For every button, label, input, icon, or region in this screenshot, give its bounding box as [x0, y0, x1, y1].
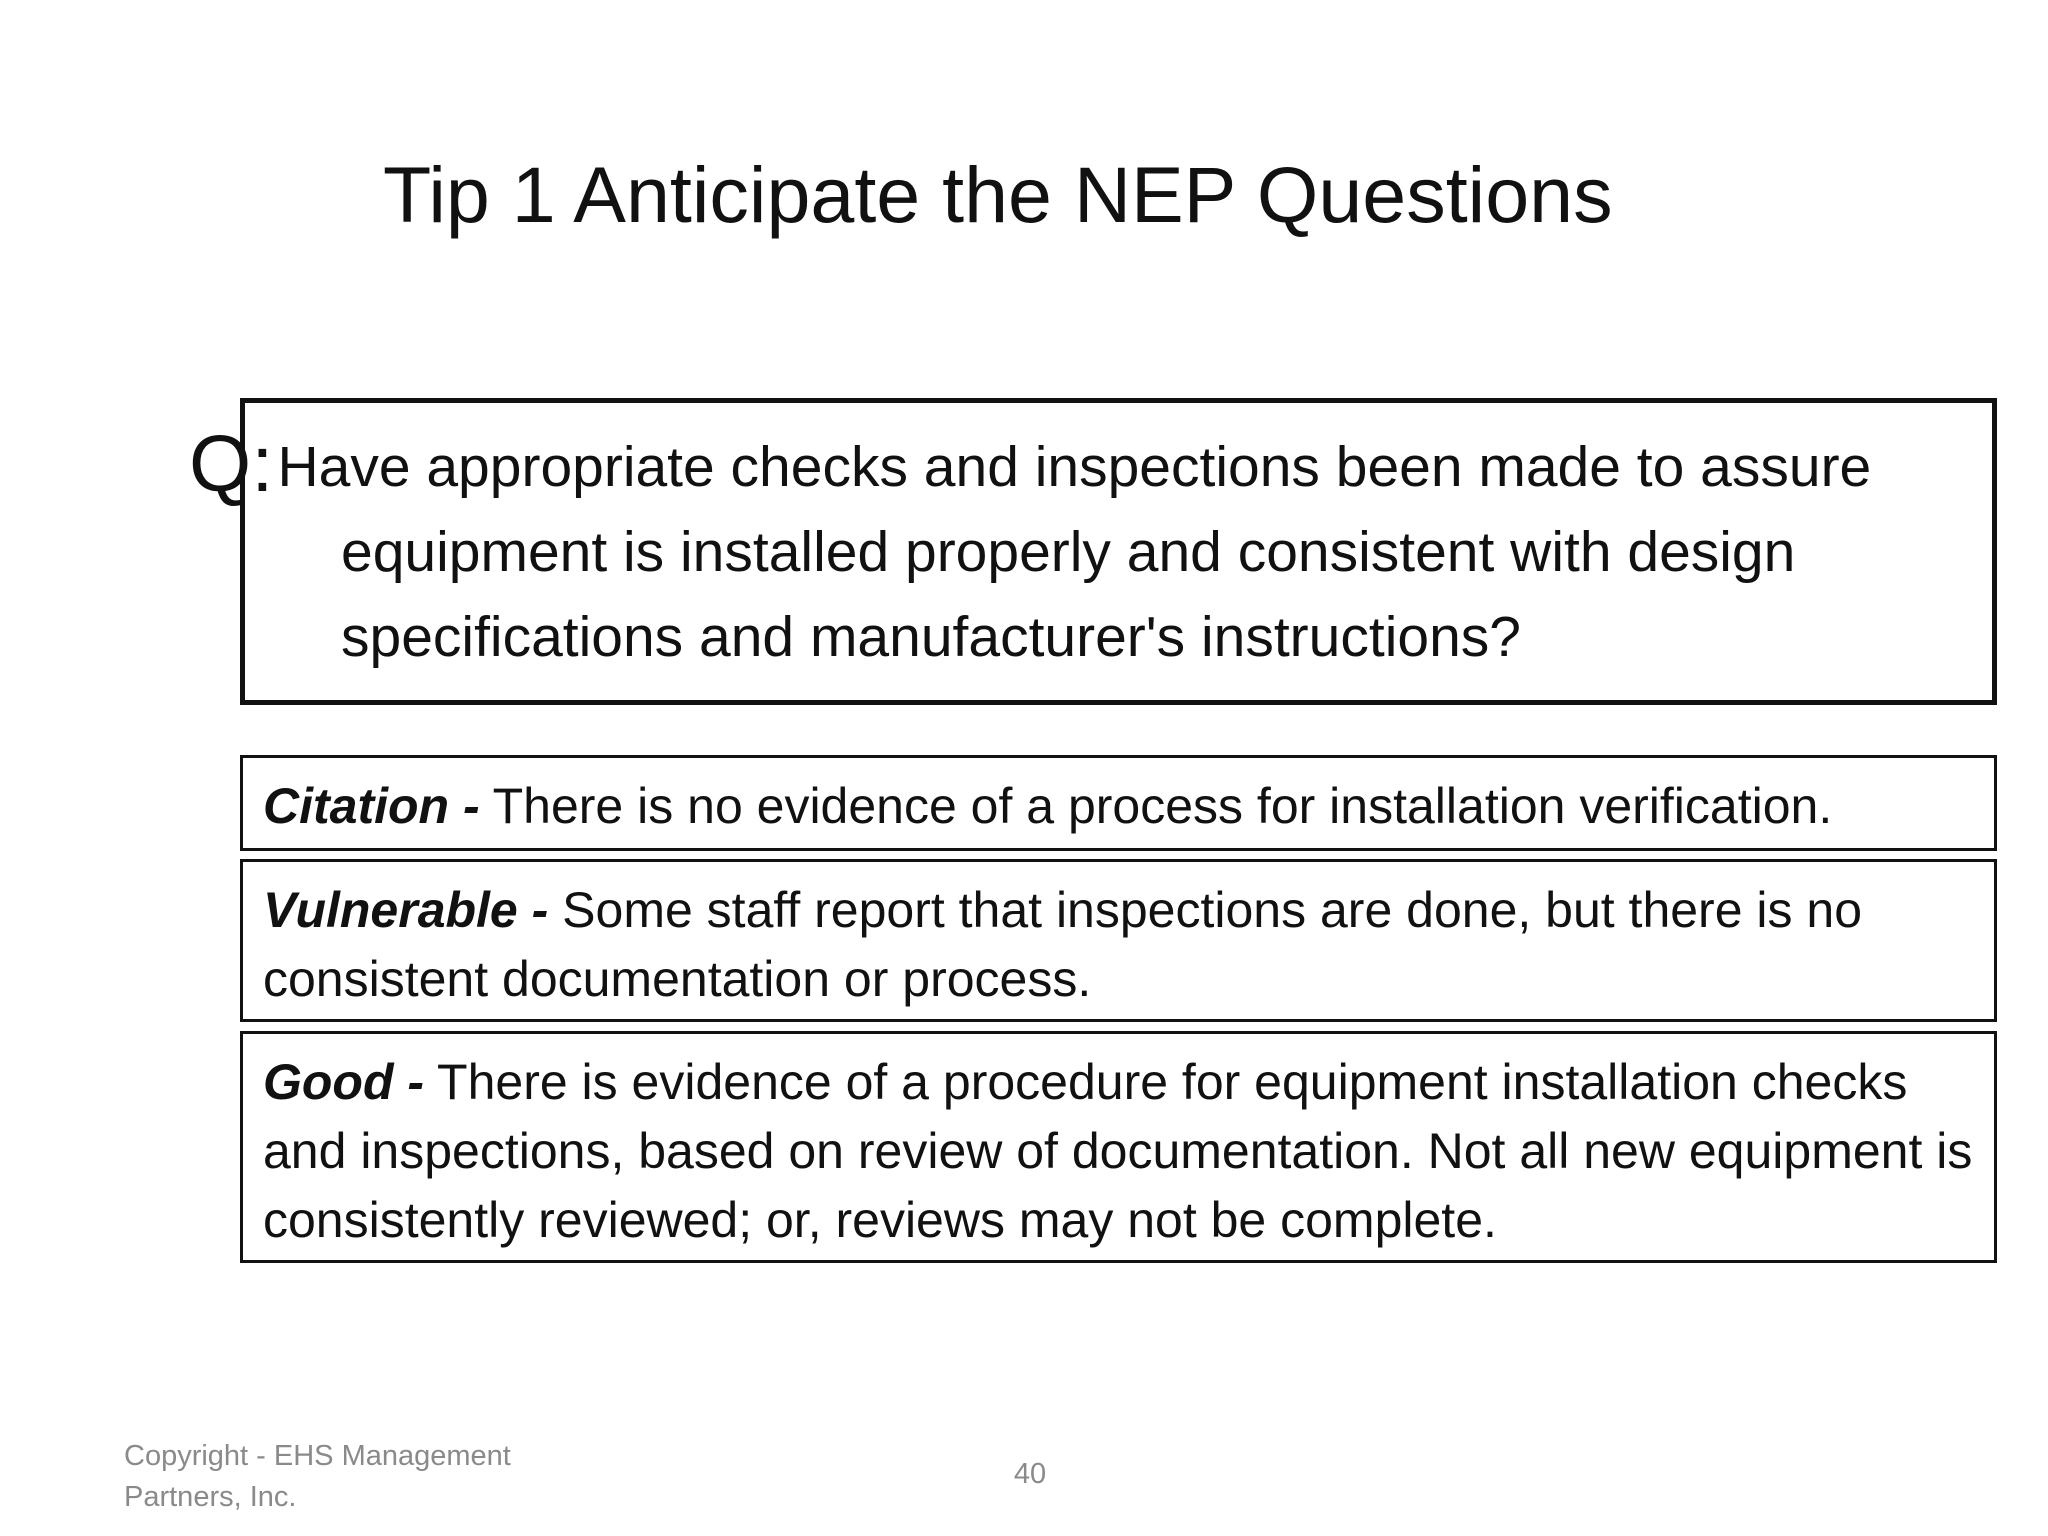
slide-title: Tip 1 Anticipate the NEP Questions [383, 150, 1613, 239]
rating-vulnerable-text: Some staff report that inspections are done, but there is no consistent documentation or process. [263, 882, 1863, 1007]
question-box [189, 398, 1997, 705]
rating-good-text: There is evidence of a procedure for equipment installation checks and inspections, based on review of documentation. Not all new equipment is consistently reviewed; or, reviews may not be complete. [263, 1054, 1973, 1248]
rating-vulnerable [240, 859, 1997, 1022]
rating-good-label: Good - [263, 1054, 425, 1110]
rating-citation-label: Citation - [263, 778, 480, 834]
footer-copyright: Copyright - EHS Management Partners, Inc. [124, 1440, 511, 1513]
page-number: 40 [1013, 1458, 1047, 1490]
rating-citation [240, 755, 1997, 851]
rating-vulnerable-label: Vulnerable - [263, 882, 549, 938]
question-line [189, 419, 1972, 680]
rating-good [240, 1031, 1997, 1263]
question-text: Have appropriate checks and inspections been made to assure equipment is installed properly and consistent with design specifications and manufacturer's instructions? [277, 435, 1872, 669]
question-prefix: Q: [189, 419, 274, 508]
rating-citation-text: There is no evidence of a process for installation verification. [479, 778, 1833, 834]
